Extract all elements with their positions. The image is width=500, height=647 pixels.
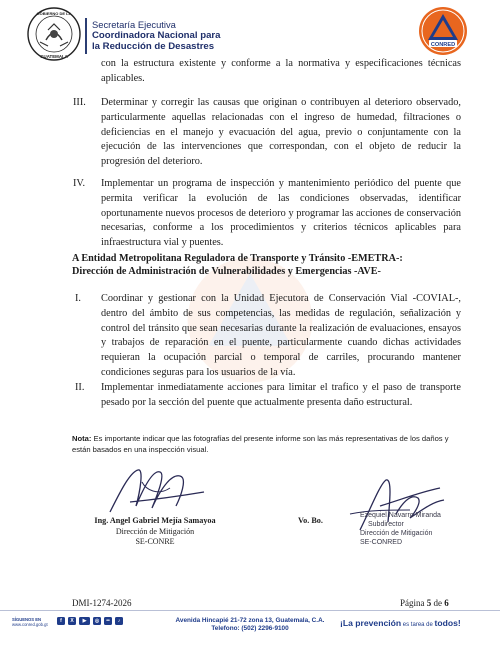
- list-item-ii: Implementar inmediatamente acciones para limitar el trafico y el paso de transporte pesado por la sección del puente que actualmente presenta daño estructural.: [101, 382, 461, 408]
- page-current: 5: [426, 598, 432, 608]
- page-number: [400, 598, 449, 608]
- list-number-iv: IV.: [73, 178, 86, 189]
- signature-block-1: [60, 516, 250, 548]
- header-line-2: Coordinadora Nacional para: [92, 30, 221, 41]
- svg-text:GUATEMALA: GUATEMALA: [40, 54, 68, 59]
- social-block: [12, 617, 142, 627]
- youtube-icon[interactable]: ▶: [79, 617, 90, 625]
- conred-logo: [418, 6, 468, 56]
- address-line: Avenida Hincapié 21-72 zona 13, Guatemala, C.A.: [175, 617, 325, 624]
- entity-heading-line-1: A Entidad Metropolitana Reguladora de Transporte y Tránsito -EMETRA-:: [72, 253, 403, 264]
- stamp-name: Ezequiel Navarro Miranda: [360, 512, 441, 519]
- vobo-label: Vo. Bo.: [298, 516, 323, 525]
- tiktok-icon[interactable]: ♪: [115, 617, 123, 625]
- website-link[interactable]: www.conred.gob.gt: [12, 622, 48, 627]
- svg-text:CONRED: CONRED: [430, 42, 456, 48]
- document-reference: DMI-1274-2026: [72, 598, 132, 608]
- official-stamp: [360, 511, 480, 547]
- note: [72, 433, 462, 455]
- list-number-ii: II.: [75, 382, 85, 393]
- list-number-iii: III.: [73, 97, 86, 108]
- page-total: 6: [444, 598, 449, 608]
- page-label: Página: [400, 598, 425, 608]
- list-item-iii: Determinar y corregir las causas que originan o contribuyen al deterioro observado, particularmente aquellas relacionadas con el ingreso de humedad, filtraciones o deficiencias en el manejo y evacuación del agua, previo o conjuntamente con la ejecución de las intervenciones que correspondan, con el objeto de reducir la progresión del deterioro.: [101, 97, 461, 168]
- stamp-dept: Dirección de Mitigación: [360, 530, 433, 537]
- svg-text:GOBIERNO DE LA: GOBIERNO DE LA: [36, 11, 72, 16]
- list-number-i: I.: [75, 293, 82, 304]
- entity-heading: [72, 252, 462, 278]
- institution-name: [92, 19, 292, 52]
- instagram-icon[interactable]: ◎: [94, 618, 100, 624]
- note-label: Nota:: [72, 434, 92, 443]
- signature-mejia: [100, 462, 210, 520]
- letterhead: [0, 0, 500, 62]
- slogan-part-1: ¡La prevención: [340, 618, 402, 628]
- phone-line: Telefono: (502) 2296-9100: [211, 625, 289, 632]
- signer-name: Ing. Angel Gabriel Mejía Samayoa: [94, 516, 216, 525]
- list-item-i: Coordinar y gestionar con la Unidad Ejecutora de Conservación Vial -COVIAL-, dentro del ámbito de sus competencias, las medidas de regulación, señalización y control del tránsito que sean necesarias durante la realización de evaluaciones, ensayos y trabajos de reparación en el puente, particularmente cuando dichas actividades requieran la ocupación parcial o temporal de carriles, procurando mantener condiciones seguras para los usuarios de la vía.: [101, 293, 461, 378]
- note-text: Es importante indicar que las fotografías del presente informe son las más representativas de los daños y están basados en una inspección visual.: [72, 434, 449, 454]
- flickr-icon[interactable]: ••: [104, 617, 112, 625]
- x-twitter-icon[interactable]: X: [68, 617, 76, 625]
- facebook-icon[interactable]: f: [57, 617, 65, 625]
- guatemala-seal-logo: [26, 6, 82, 62]
- header-line-1: Secretaría Ejecutiva: [92, 19, 176, 30]
- slogan-part-3: todos!: [434, 618, 461, 628]
- social-icons: [57, 617, 123, 625]
- entity-heading-line-2: Dirección de Administración de Vulnerabilidades y Emergencias -AVE-: [72, 266, 381, 277]
- header-line-3: la Reducción de Desastres: [92, 41, 215, 52]
- paragraph-continuation: con la estructura existente y conforme a la normativa y especificaciones técnicas aplicables.: [101, 58, 461, 84]
- signer-role: Dirección de Mitigación: [115, 526, 195, 536]
- slogan: [340, 618, 461, 628]
- stamp-role: Subdirector: [368, 521, 404, 528]
- social-label: SÍGUENOS EN: [12, 617, 42, 622]
- signer-org: SE-CONRE: [135, 537, 175, 546]
- slogan-part-2: es tarea de: [401, 622, 435, 628]
- stamp-org: SE-CONRED: [360, 539, 403, 546]
- address-block: [170, 617, 330, 633]
- footer: [0, 611, 500, 647]
- header-divider: [85, 18, 87, 54]
- list-item-iv: Implementar un programa de inspección y mantenimiento periódico del puente que permita verificar la evolución de las condiciones observadas, identificar oportunamente nuevos procesos de deterioro y programar las acciones de conservación necesarias, conforme a los procedimientos y criterios técnicos aplicables para infraestructura vial y puentes.: [101, 178, 461, 249]
- page-of: de: [433, 598, 442, 608]
